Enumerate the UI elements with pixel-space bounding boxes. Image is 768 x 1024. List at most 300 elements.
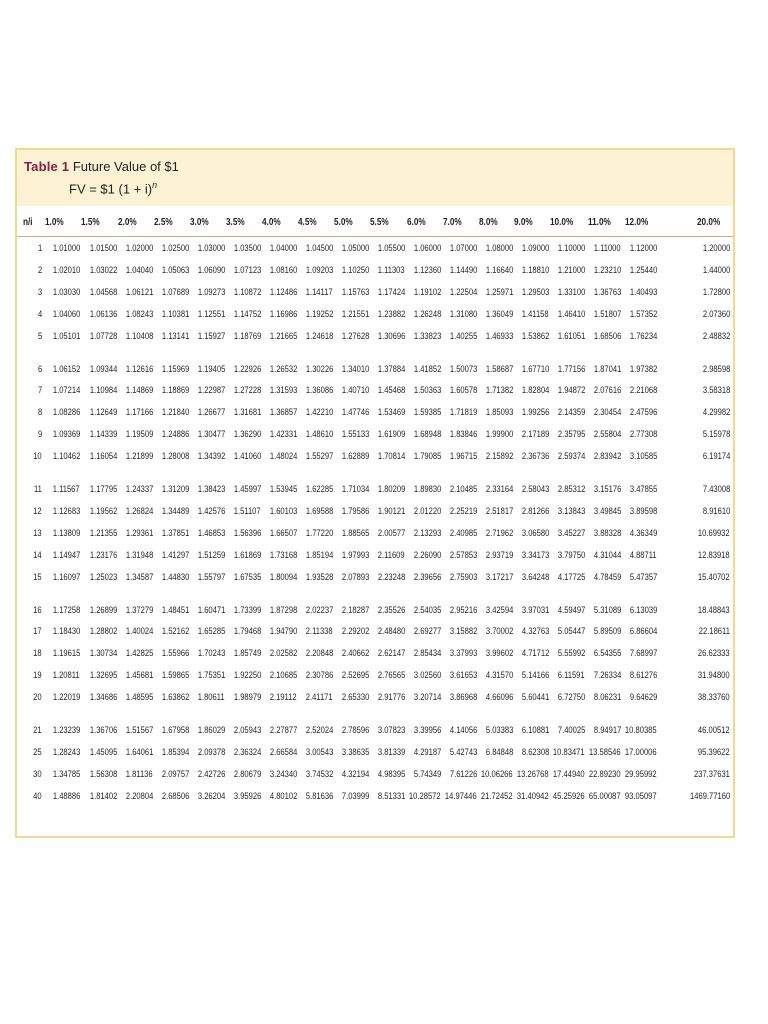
- value-cell: 3.13843: [557, 505, 585, 517]
- value-cell: 2.69277: [413, 626, 441, 638]
- value-cell: 1.06136: [89, 308, 117, 320]
- value-cell: 1.32695: [89, 670, 117, 682]
- value-cell: 1.38423: [197, 484, 225, 495]
- value-cell: 3.95926: [233, 790, 261, 802]
- header-rate: 3.5%: [226, 217, 245, 228]
- value-cell: 1.51807: [593, 308, 621, 320]
- value-cell: 1.64061: [125, 746, 153, 758]
- value-cell: 1.23882: [377, 308, 405, 320]
- value-cell: 1.99256: [521, 407, 549, 419]
- value-cell: 1.18769: [233, 330, 261, 342]
- value-cell: 12.83918: [698, 549, 730, 561]
- value-cell: 1.90121: [377, 505, 405, 517]
- value-cell: 5.05447: [557, 626, 585, 638]
- value-cell: 1.61869: [233, 549, 261, 561]
- value-cell: 2.07893: [341, 571, 369, 583]
- value-cell: 2.66584: [269, 746, 297, 758]
- value-cell: 2.05943: [233, 725, 261, 736]
- value-cell: 1.14117: [306, 286, 333, 298]
- value-cell: 6.84848: [485, 746, 513, 758]
- value-cell: 1.29361: [125, 527, 153, 539]
- value-cell: 1.10984: [89, 385, 117, 397]
- value-cell: 5.55992: [557, 648, 585, 660]
- future-value-table: [15, 148, 735, 838]
- value-cell: 1.68506: [593, 330, 621, 342]
- value-cell: 4.80102: [269, 790, 297, 802]
- value-cell: 38.33760: [698, 692, 730, 704]
- value-cell: 1.05101: [52, 330, 80, 342]
- value-cell: 2.85434: [413, 648, 441, 660]
- value-cell: 1.33100: [557, 286, 585, 298]
- value-cell: 2.95216: [449, 604, 477, 616]
- value-cell: 1.16986: [269, 308, 297, 320]
- value-cell: 4.71712: [521, 648, 549, 660]
- value-cell: 22.89230: [589, 768, 621, 780]
- value-cell: 2.21068: [629, 385, 657, 397]
- value-cell: 1.80209: [377, 484, 405, 495]
- value-cell: 1.28008: [161, 451, 189, 463]
- period-cell: 15: [33, 571, 42, 583]
- value-cell: 4.31044: [593, 549, 621, 561]
- value-cell: 2.76565: [377, 670, 405, 682]
- value-cell: 2.39656: [413, 571, 441, 583]
- value-cell: 1.71382: [485, 385, 513, 397]
- value-cell: 1.30477: [197, 429, 225, 441]
- value-cell: 2.18287: [341, 604, 369, 616]
- value-cell: 2.26090: [413, 549, 441, 561]
- value-cell: 1.40493: [629, 286, 657, 298]
- value-cell: 1.55133: [341, 429, 369, 441]
- value-cell: 1.33823: [413, 330, 441, 342]
- value-cell: 1.77156: [557, 363, 585, 375]
- value-cell: 1.52162: [161, 626, 189, 638]
- value-cell: 1.19405: [197, 363, 225, 375]
- value-cell: 1.48886: [52, 790, 80, 802]
- header-rate: 8.0%: [479, 217, 498, 228]
- value-cell: 3.88328: [593, 527, 621, 539]
- value-cell: 2.27877: [269, 725, 297, 736]
- value-cell: 2.47596: [629, 407, 657, 419]
- header-rate: 7.0%: [443, 217, 462, 228]
- value-cell: 13.26768: [517, 768, 549, 780]
- value-cell: 3.26204: [197, 790, 225, 802]
- value-cell: 2.59374: [557, 451, 585, 463]
- value-cell: 1.60578: [449, 385, 477, 397]
- table-row: [17, 691, 733, 704]
- value-cell: 2.13293: [413, 527, 441, 539]
- value-cell: 1.14490: [449, 264, 477, 276]
- value-cell: 1.21000: [557, 264, 585, 276]
- value-cell: 6.19174: [702, 451, 730, 463]
- value-cell: 3.97031: [521, 604, 549, 616]
- value-cell: 1.51259: [197, 549, 225, 561]
- table-title: [24, 158, 179, 175]
- value-cell: 1.62889: [341, 451, 369, 463]
- value-cell: 1.48610: [305, 429, 333, 441]
- value-cell: 3.39956: [413, 725, 441, 736]
- value-cell: 1.22504: [449, 286, 477, 298]
- value-cell: 3.74532: [305, 768, 333, 780]
- period-cell: 5: [37, 330, 42, 342]
- period-cell: 20: [33, 692, 42, 704]
- value-cell: 3.42594: [485, 604, 513, 616]
- value-cell: 2.10485: [449, 484, 477, 495]
- value-cell: 1.21355: [89, 527, 117, 539]
- value-cell: 2.98598: [702, 363, 730, 375]
- value-cell: 26.62333: [698, 648, 730, 660]
- value-cell: 4.32194: [341, 768, 369, 780]
- value-cell: 1.27628: [341, 330, 369, 342]
- value-cell: 1.79085: [413, 451, 441, 463]
- value-cell: 4.17725: [557, 571, 585, 583]
- value-cell: 2.52024: [305, 725, 333, 736]
- value-cell: 1.67958: [161, 725, 189, 736]
- value-cell: 3.06580: [521, 527, 549, 539]
- value-cell: 1.51567: [125, 725, 153, 736]
- value-cell: 2.85312: [557, 484, 585, 495]
- value-cell: 1.12551: [197, 308, 225, 320]
- value-cell: 1.19252: [305, 308, 333, 320]
- value-cell: 4.98395: [377, 768, 405, 780]
- value-cell: 4.59497: [557, 604, 585, 616]
- table-row: [17, 571, 733, 584]
- value-cell: 1.45095: [89, 746, 117, 758]
- value-cell: 1.85749: [233, 648, 261, 660]
- header-rule: [17, 236, 733, 237]
- value-cell: 1.46853: [197, 527, 225, 539]
- value-cell: 2.48832: [702, 330, 730, 342]
- value-cell: 5.42743: [449, 746, 477, 758]
- value-cell: 1.07123: [233, 264, 261, 276]
- value-cell: 14.97446: [445, 790, 477, 802]
- value-cell: 1.62285: [305, 484, 333, 495]
- header-rate: 20.0%: [697, 217, 721, 228]
- table-row: [17, 384, 733, 397]
- value-cell: 1.36706: [89, 725, 117, 736]
- value-cell: 1.10250: [341, 264, 369, 276]
- value-cell: 6.13039: [629, 604, 657, 616]
- value-cell: 2.62147: [377, 648, 405, 660]
- period-cell: 13: [33, 527, 42, 539]
- value-cell: 1.79468: [233, 626, 261, 638]
- value-cell: 1.34489: [161, 505, 189, 517]
- value-cell: 1.06152: [52, 363, 80, 375]
- value-cell: 1.04568: [89, 286, 117, 298]
- value-cell: 1.93528: [305, 571, 333, 583]
- value-cell: 1.09369: [52, 429, 80, 441]
- period-cell: 11: [34, 484, 42, 495]
- value-cell: 1.02500: [161, 243, 189, 254]
- value-cell: 2.35526: [377, 604, 405, 616]
- value-cell: 1.50363: [413, 385, 441, 397]
- value-cell: 8.06231: [593, 692, 621, 704]
- value-cell: 65.00087: [589, 790, 621, 802]
- value-cell: 3.20714: [413, 692, 441, 704]
- value-cell: 1.51107: [234, 505, 261, 517]
- value-cell: 9.64629: [629, 692, 657, 704]
- value-cell: 1.09000: [521, 243, 549, 254]
- value-cell: 10.69932: [698, 527, 730, 539]
- value-cell: 1.03022: [89, 264, 117, 276]
- value-cell: 2.65330: [341, 692, 369, 704]
- value-cell: 1.81136: [126, 768, 153, 780]
- value-cell: 4.32763: [521, 626, 549, 638]
- value-cell: 1.19509: [125, 429, 153, 441]
- value-cell: 1.37884: [377, 363, 405, 375]
- value-cell: 1.18810: [521, 264, 549, 276]
- value-cell: 1.41852: [413, 363, 441, 375]
- value-cell: 1.58687: [485, 363, 513, 375]
- value-cell: 1.42331: [269, 429, 297, 441]
- value-cell: 2.11338: [306, 626, 333, 638]
- value-cell: 5.15978: [702, 429, 730, 441]
- value-cell: 2.36736: [521, 451, 549, 463]
- period-cell: 6: [37, 363, 42, 375]
- value-cell: 2.19112: [270, 692, 297, 704]
- value-cell: 1.26248: [413, 308, 441, 320]
- value-cell: 31.94800: [698, 670, 730, 682]
- value-cell: 1.53862: [521, 330, 549, 342]
- value-cell: 1.01500: [89, 243, 117, 254]
- value-cell: 1.13141: [161, 330, 189, 342]
- value-cell: 1.87041: [593, 363, 621, 375]
- value-cell: 1.80094: [269, 571, 297, 583]
- value-cell: 2.33164: [485, 484, 513, 495]
- value-cell: 1.53469: [377, 407, 405, 419]
- value-cell: 1.73168: [269, 549, 297, 561]
- value-cell: 13.58546: [589, 746, 621, 758]
- value-cell: 1.70243: [197, 648, 225, 660]
- value-cell: 1.24337: [125, 484, 153, 495]
- value-cell: 2.42726: [197, 768, 225, 780]
- value-cell: 1.31948: [125, 549, 153, 561]
- value-cell: 4.78459: [593, 571, 621, 583]
- value-cell: 1.15927: [197, 330, 225, 342]
- value-cell: 1.30734: [89, 648, 117, 660]
- value-cell: 1.34587: [125, 571, 153, 583]
- value-cell: 1.18430: [52, 626, 80, 638]
- value-cell: 1.23210: [593, 264, 621, 276]
- value-cell: 22.18611: [698, 626, 730, 638]
- value-cell: 1.60103: [269, 505, 297, 517]
- value-cell: 1.17166: [125, 407, 153, 419]
- value-cell: 8.51331: [377, 790, 405, 802]
- value-cell: 3.17217: [485, 571, 513, 583]
- value-cell: 1.46933: [485, 330, 513, 342]
- value-cell: 6.10881: [521, 725, 549, 736]
- value-cell: 237.37631: [694, 768, 730, 780]
- value-cell: 1.18869: [161, 385, 189, 397]
- value-cell: 2.23248: [377, 571, 405, 583]
- period-cell: 3: [37, 286, 42, 298]
- value-cell: 10.28572: [409, 790, 441, 802]
- value-cell: 1.50073: [449, 363, 477, 375]
- value-cell: 1.61051: [557, 330, 585, 342]
- value-cell: 1.23176: [89, 549, 117, 561]
- value-cell: 3.89598: [629, 505, 657, 517]
- value-cell: 1.09344: [89, 363, 117, 375]
- table-row: [17, 428, 733, 441]
- value-cell: 1.34785: [52, 768, 80, 780]
- value-cell: 2.54035: [413, 604, 441, 616]
- value-cell: 1.05063: [161, 264, 189, 276]
- value-cell: 3.70002: [485, 626, 513, 638]
- value-cell: 1.41297: [161, 549, 189, 561]
- value-cell: 3.10585: [629, 451, 657, 463]
- period-cell: 12: [33, 505, 42, 517]
- value-cell: 6.86604: [629, 626, 657, 638]
- value-cell: 1.37279: [125, 604, 153, 616]
- value-cell: 1.34010: [341, 363, 369, 375]
- value-cell: 2.15892: [485, 451, 513, 463]
- header-rate: 1.5%: [81, 217, 100, 228]
- value-cell: 3.15882: [449, 626, 477, 638]
- value-cell: 2.80679: [233, 768, 261, 780]
- header-rate: 2.0%: [118, 217, 137, 228]
- header-rate: 6.0%: [407, 217, 426, 228]
- value-cell: 1.06121: [125, 286, 153, 298]
- value-cell: 7.61226: [449, 768, 477, 780]
- value-cell: 1.02010: [52, 264, 80, 276]
- header-n-i: n/i: [23, 217, 33, 228]
- table-row: [17, 308, 733, 321]
- value-cell: 2.93719: [485, 549, 513, 561]
- value-cell: 5.47357: [629, 571, 657, 583]
- value-cell: 1.77220: [305, 527, 333, 539]
- value-cell: 6.72750: [557, 692, 585, 704]
- value-cell: 1.47746: [341, 407, 369, 419]
- value-cell: 1.19102: [413, 286, 441, 298]
- value-cell: 1.10462: [52, 451, 80, 463]
- table-row: [17, 242, 733, 255]
- period-cell: 17: [33, 626, 42, 638]
- value-cell: 1.14339: [89, 429, 117, 441]
- value-cell: 1.31209: [161, 484, 189, 495]
- value-cell: 1.72800: [702, 286, 730, 298]
- value-cell: 6.11591: [558, 670, 585, 682]
- value-cell: 3.07823: [377, 725, 405, 736]
- value-cell: 1.48595: [125, 692, 153, 704]
- value-cell: 1.26899: [89, 604, 117, 616]
- table-row: [17, 768, 733, 781]
- value-cell: 2.55804: [593, 429, 621, 441]
- value-cell: 1.22926: [233, 363, 261, 375]
- value-cell: 2.51817: [485, 505, 513, 517]
- value-cell: 2.48480: [377, 626, 405, 638]
- value-cell: 1.21899: [125, 451, 153, 463]
- value-cell: 3.58318: [702, 385, 730, 397]
- value-cell: 1.20811: [53, 670, 80, 682]
- value-cell: 1.79586: [341, 505, 369, 517]
- table-formula: [69, 177, 157, 197]
- value-cell: 1.19562: [89, 505, 117, 517]
- value-cell: 1.42825: [125, 648, 153, 660]
- value-cell: 3.64248: [521, 571, 549, 583]
- value-cell: 2.29202: [341, 626, 369, 638]
- value-cell: 1.03500: [233, 243, 261, 254]
- value-cell: 1.44000: [702, 264, 730, 276]
- table-row: [17, 669, 733, 682]
- header-rate: 4.5%: [298, 217, 317, 228]
- value-cell: 1.40255: [449, 330, 477, 342]
- value-cell: 1.04060: [52, 308, 80, 320]
- value-cell: 1.15763: [341, 286, 369, 298]
- value-cell: 1.30696: [377, 330, 405, 342]
- value-cell: 1.12616: [125, 363, 153, 375]
- value-cell: 1.08160: [269, 264, 297, 276]
- value-cell: 8.91610: [702, 505, 730, 517]
- value-cell: 1.05500: [377, 243, 405, 254]
- value-cell: 1.22987: [197, 385, 225, 397]
- value-cell: 1.26824: [125, 505, 153, 517]
- value-cell: 2.36324: [233, 746, 261, 758]
- value-cell: 1.41158: [522, 308, 549, 320]
- value-cell: 17.00006: [625, 746, 657, 758]
- value-cell: 2.25219: [449, 505, 477, 517]
- value-cell: 1.69588: [305, 505, 333, 517]
- header-rate: 5.0%: [334, 217, 353, 228]
- value-cell: 3.99602: [485, 648, 513, 660]
- value-cell: 2.20848: [305, 648, 333, 660]
- value-cell: 1.45997: [233, 484, 261, 495]
- value-cell: 1.31593: [269, 385, 297, 397]
- value-cell: 2.81266: [521, 505, 549, 517]
- value-cell: 4.36349: [629, 527, 657, 539]
- value-cell: 1.55966: [161, 648, 189, 660]
- table-row: [17, 406, 733, 419]
- value-cell: 1.67535: [233, 571, 261, 583]
- table-label: Table 1: [24, 159, 70, 174]
- value-cell: 1.06090: [197, 264, 225, 276]
- value-cell: 2.35795: [557, 429, 585, 441]
- value-cell: 3.15176: [593, 484, 621, 495]
- value-cell: 1.65285: [197, 626, 225, 638]
- value-cell: 2.57853: [449, 549, 477, 561]
- value-cell: 1.40024: [125, 626, 153, 638]
- value-cell: 1.40710: [341, 385, 369, 397]
- value-cell: 1.97993: [341, 549, 369, 561]
- value-cell: 2.07360: [702, 308, 730, 320]
- value-cell: 6.54355: [593, 648, 621, 660]
- value-cell: 1.14752: [233, 308, 261, 320]
- value-cell: 1.37851: [161, 527, 189, 539]
- value-cell: 1.68948: [413, 429, 441, 441]
- value-cell: 1.20000: [702, 243, 730, 254]
- value-cell: 1.46410: [557, 308, 585, 320]
- value-cell: 7.03999: [341, 790, 369, 802]
- value-cell: 2.02237: [305, 604, 333, 616]
- value-cell: 1.36049: [485, 308, 513, 320]
- value-cell: 7.43008: [702, 484, 730, 495]
- value-cell: 1.22019: [52, 692, 80, 704]
- value-cell: 45.25926: [553, 790, 585, 802]
- table-title-text: Future Value of $1: [72, 159, 179, 174]
- value-cell: 1.12486: [269, 286, 297, 298]
- value-cell: 1.12000: [629, 243, 657, 254]
- value-cell: 1.45468: [377, 385, 405, 397]
- value-cell: 3.00543: [305, 746, 333, 758]
- value-cell: 1.16054: [89, 451, 117, 463]
- value-cell: 2.75903: [449, 571, 477, 583]
- value-cell: 5.60441: [521, 692, 549, 704]
- value-cell: 1.94872: [557, 385, 585, 397]
- value-cell: 1.16640: [485, 264, 513, 276]
- value-cell: 1.11303: [378, 264, 405, 276]
- value-cell: 1.25023: [89, 571, 117, 583]
- table-row: [17, 483, 733, 496]
- value-cell: 4.66096: [485, 692, 513, 704]
- value-cell: 2.78596: [341, 725, 369, 736]
